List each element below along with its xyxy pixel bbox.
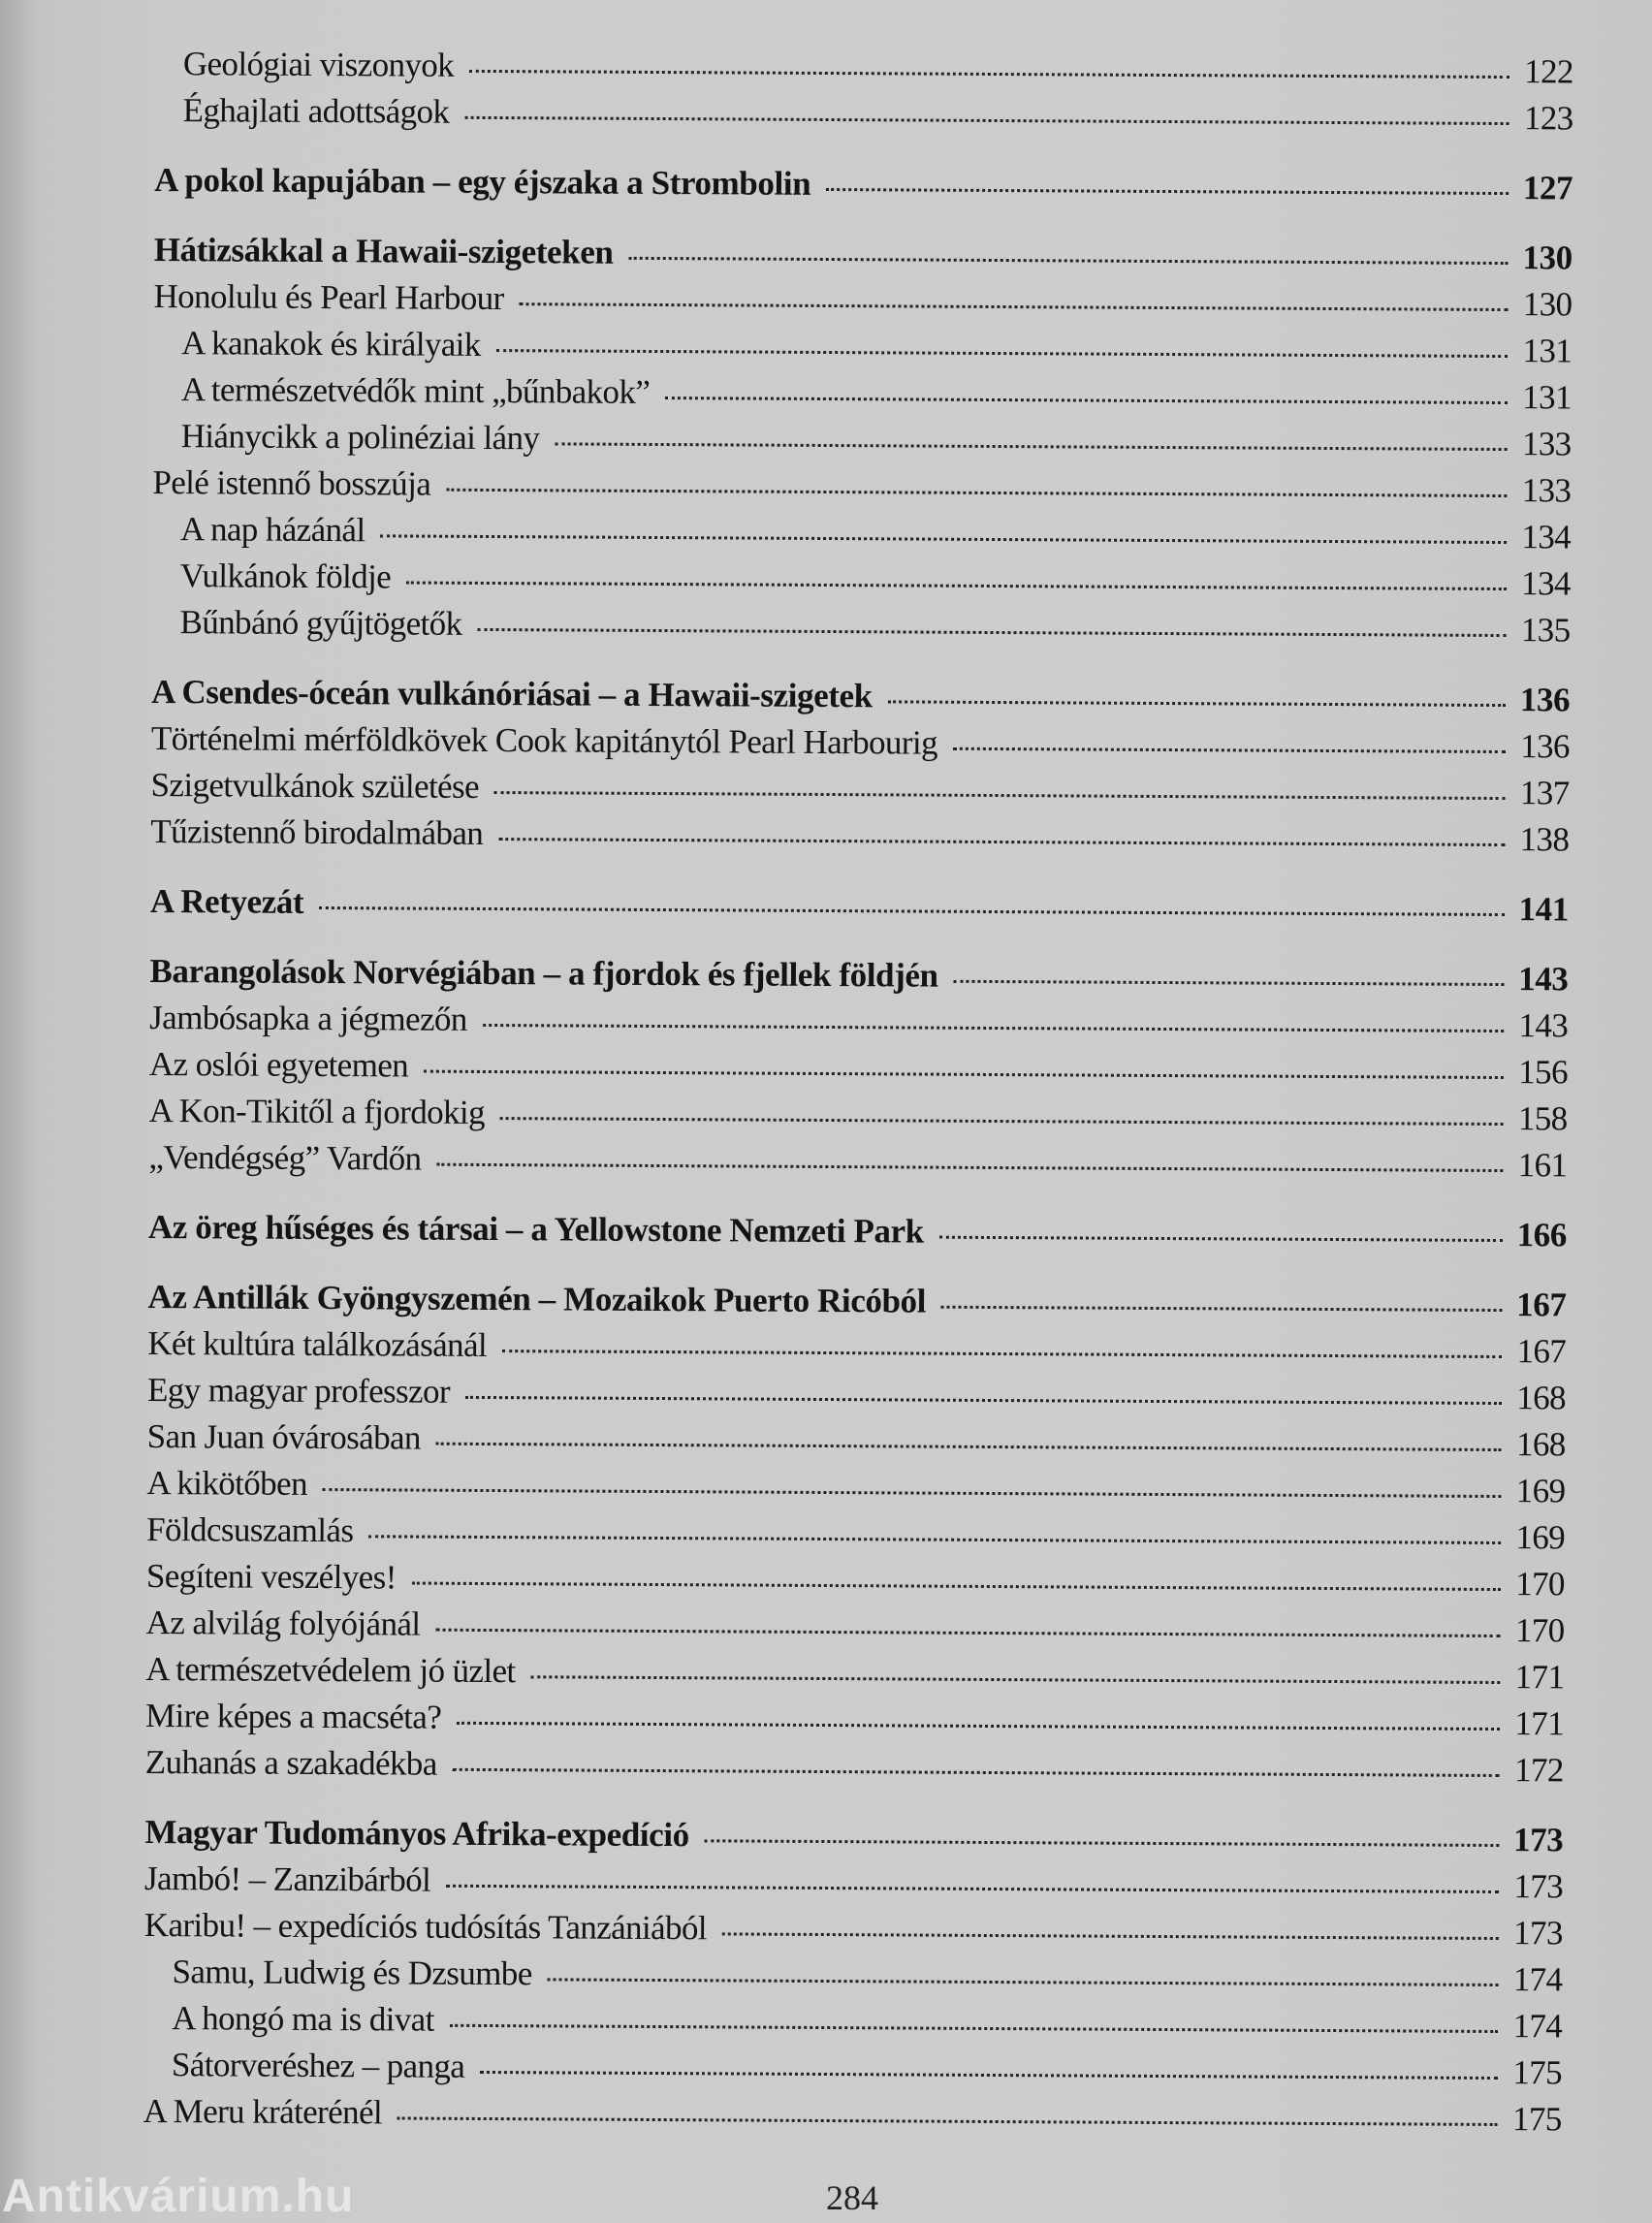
toc-entry-page: 143	[1518, 1006, 1569, 1045]
toc-chapter-heading	[151, 673, 1570, 727]
toc-entry-page: 173	[1513, 1867, 1564, 1906]
dot-leader	[496, 349, 1508, 358]
toc-entry-page: 134	[1521, 564, 1571, 603]
dot-leader	[435, 1629, 1500, 1637]
toc-entry-title: A nap házánál	[180, 510, 365, 550]
toc-entry	[144, 1859, 1563, 1914]
toc-entry	[149, 999, 1568, 1053]
dot-leader	[323, 1488, 1502, 1498]
dot-leader	[939, 1236, 1503, 1242]
watermark: Antikvárium.hu	[2, 2171, 355, 2222]
dot-leader	[498, 838, 1505, 846]
toc-entry-title: San Juan óvárosában	[146, 1416, 421, 1457]
toc-entry-title: Magyar Tudományos Afrika-expedíció	[144, 1812, 689, 1855]
toc-entry	[153, 370, 1572, 425]
dot-leader	[555, 442, 1507, 451]
toc-entry	[145, 1650, 1564, 1704]
dot-leader	[705, 1839, 1500, 1847]
toc-chapter-heading	[147, 1278, 1566, 1332]
toc-entry-page: 123	[1523, 99, 1573, 138]
dot-leader	[941, 1306, 1503, 1312]
toc-entry	[149, 1045, 1568, 1099]
toc-entry	[145, 1743, 1564, 1797]
dot-leader	[457, 1722, 1500, 1731]
toc-entry-title: A Csendes-óceán vulkánóriásai – a Hawaii-szigetek	[151, 672, 873, 715]
toc-entry-title: Az Antillák Gyöngyszemén – Mozaikok Puerto Ricóból	[147, 1277, 927, 1320]
toc-entry	[149, 1092, 1568, 1146]
toc-entry-page: 131	[1522, 332, 1573, 370]
toc-entry-page: 134	[1521, 518, 1572, 556]
toc-entry	[153, 277, 1572, 332]
dot-leader	[319, 906, 1505, 916]
toc-entry-page: 175	[1511, 2100, 1562, 2139]
toc-entry-page: 169	[1515, 1518, 1566, 1557]
dot-leader	[464, 116, 1509, 125]
toc-chapter-heading	[154, 161, 1573, 215]
dot-leader	[722, 1932, 1499, 1940]
toc-chapter-heading	[149, 952, 1568, 1006]
toc-entry-page: 141	[1518, 890, 1569, 929]
toc-entry-title: Egy magyar professzor	[146, 1370, 451, 1411]
toc-entry-page: 167	[1516, 1286, 1567, 1324]
toc-entry-title: A természetvédelem jó üzlet	[145, 1649, 516, 1691]
dot-leader	[502, 1350, 1502, 1358]
dot-leader	[494, 791, 1506, 800]
toc-entry-title: Szigetvulkánok születése	[150, 765, 480, 806]
toc-entry-page: 130	[1522, 238, 1573, 277]
toc-entry	[151, 603, 1570, 657]
toc-entry-title: Honolulu és Pearl Harbour	[153, 276, 504, 318]
toc-entry	[152, 556, 1571, 611]
toc-entry-title: Barangolások Norvégiában – a fjordok és fjellek földjén	[149, 951, 938, 995]
toc-entry-page: 138	[1519, 820, 1570, 859]
toc-entry	[154, 91, 1573, 145]
toc-entry	[150, 766, 1569, 820]
toc-entry-page: 158	[1517, 1099, 1568, 1138]
dot-leader	[412, 1582, 1501, 1591]
dot-leader	[465, 1396, 1502, 1405]
toc-entry-title: A kanakok és királyaik	[181, 324, 481, 364]
dot-leader	[483, 1024, 1504, 1032]
dot-leader	[500, 1117, 1504, 1126]
toc-chapter-heading	[150, 882, 1569, 937]
toc-entry-page: 173	[1512, 1821, 1564, 1859]
dot-leader	[453, 1768, 1500, 1777]
toc-entry	[155, 45, 1573, 99]
toc-entry-page: 174	[1512, 2007, 1563, 2046]
toc-entry-title: Jambó! – Zanzibárból	[143, 1858, 431, 1899]
toc-entry-page: 170	[1514, 1611, 1565, 1650]
toc-entry	[145, 1604, 1564, 1658]
toc-entry	[153, 324, 1572, 378]
toc-entry-page: 133	[1521, 425, 1572, 463]
toc-entry-title: A Retyezát	[149, 881, 304, 921]
toc-entry-page: 136	[1520, 727, 1570, 766]
toc-entry-page: 131	[1522, 378, 1573, 417]
toc-entry-title: A Meru kráterénél	[143, 2091, 383, 2132]
toc-entry-page: 175	[1512, 2053, 1563, 2092]
toc-entry-page: 172	[1513, 1751, 1564, 1790]
toc-entry-title: Éghajlati adottságok	[182, 91, 450, 131]
toc-entry-page: 169	[1515, 1472, 1566, 1510]
toc-entry-page: 171	[1514, 1658, 1565, 1697]
toc-entry-title: A kikötőben	[146, 1463, 308, 1503]
toc-entry-title: Segíteni veszélyes!	[145, 1556, 397, 1597]
toc-entry-title: Jambósapka a jégmezőn	[149, 998, 467, 1038]
toc-entry-title: Földcsuszamlás	[146, 1509, 354, 1550]
toc-entry-title: Bűnbánó gyűjtögetők	[179, 603, 462, 643]
toc-entry-page: 168	[1515, 1425, 1566, 1464]
toc-entry-page: 168	[1516, 1379, 1567, 1417]
toc-entry	[147, 1417, 1566, 1472]
toc-entry-page: 130	[1522, 285, 1573, 324]
dot-leader	[548, 1978, 1499, 1986]
toc-entry	[146, 1510, 1565, 1565]
toc-entry	[143, 2046, 1562, 2100]
dot-leader	[368, 1535, 1501, 1544]
toc-entry-page: 143	[1518, 960, 1569, 999]
dot-leader	[888, 700, 1506, 707]
dot-leader	[520, 302, 1509, 311]
toc-entry-page: 156	[1518, 1053, 1569, 1092]
toc-entry-title: Sátorveréshez – panga	[171, 2046, 465, 2085]
toc-entry-page: 135	[1520, 611, 1571, 650]
toc-entry-title: Hátizsákkal a Hawaii-szigeteken	[153, 230, 614, 271]
toc-entry-title: Karibu! – expedíciós tudósítás Tanzániából	[143, 1905, 708, 1948]
dot-leader	[826, 188, 1509, 195]
toc-entry	[143, 1999, 1562, 2053]
toc-entry-title: Az öreg hűséges és társai – a Yellowstone Nemzeti Park	[147, 1207, 924, 1251]
toc-chapter-heading	[144, 1813, 1563, 1867]
toc-entry-title: Az oslói egyetemen	[148, 1044, 409, 1085]
toc-entry-title: Pelé istennő bosszúja	[152, 462, 431, 503]
toc-chapter-heading	[148, 1208, 1567, 1262]
toc-entry-page: 122	[1524, 52, 1573, 91]
toc-entry	[152, 510, 1571, 564]
dot-leader	[531, 1675, 1501, 1684]
toc-entry-page: 133	[1521, 471, 1572, 510]
toc-entry	[147, 1324, 1566, 1379]
toc-chapter-heading	[154, 231, 1573, 285]
dot-leader	[469, 70, 1509, 79]
toc-entry-page: 136	[1519, 681, 1571, 719]
toc-entry-title: Két kultúra találkozásánál	[147, 1323, 488, 1364]
dot-leader	[436, 1163, 1503, 1172]
toc-entry	[143, 1953, 1562, 2007]
toc-entry-title: A pokol kapujában – egy éjszaka a Strombolin	[154, 160, 811, 203]
toc-entry	[152, 463, 1571, 518]
toc-entry-title: Tűzistennő birodalmában	[150, 811, 484, 852]
dot-leader	[480, 2071, 1498, 2080]
table-of-contents	[143, 45, 1573, 2146]
toc-entry-page: 161	[1517, 1146, 1568, 1185]
toc-entry	[153, 417, 1572, 471]
toc-entry	[148, 1138, 1567, 1192]
toc-entry	[145, 1697, 1564, 1751]
page-number: 284	[826, 2178, 878, 2217]
toc-entry	[150, 812, 1569, 867]
dot-leader	[953, 747, 1506, 753]
toc-entry-title: Történelmi mérföldkövek Cook kapitánytól Pearl Harbourig	[150, 718, 938, 762]
toc-entry-title: Vulkánok földje	[179, 556, 392, 596]
toc-entry-title: „Vendégség” Vardőn	[148, 1137, 422, 1178]
toc-entry-title: A hongó ma is divat	[172, 1999, 434, 2039]
toc-entry	[144, 1906, 1563, 1960]
dot-leader	[436, 1443, 1502, 1451]
dot-leader	[954, 980, 1505, 986]
toc-entry-title: Zuhanás a szakadékba	[144, 1742, 437, 1783]
toc-entry-page: 173	[1512, 1914, 1563, 1953]
toc-entry-page: 166	[1516, 1216, 1568, 1254]
dot-leader	[406, 582, 1507, 591]
dot-leader	[628, 257, 1508, 265]
dot-leader	[397, 2116, 1498, 2126]
toc-entry-title: Samu, Ludwig és Dzsumbe	[172, 1953, 532, 1993]
toc-entry	[151, 719, 1570, 774]
toc-entry-page: 167	[1516, 1332, 1567, 1371]
toc-entry	[146, 1557, 1565, 1611]
toc-entry	[147, 1371, 1566, 1425]
toc-entry-page: 137	[1519, 774, 1570, 812]
toc-entry	[146, 1464, 1565, 1518]
toc-entry-title: Mire képes a macséta?	[144, 1696, 442, 1736]
dot-leader	[381, 534, 1508, 544]
dot-leader	[477, 628, 1506, 637]
dot-leader	[446, 1885, 1499, 1893]
dot-leader	[450, 2024, 1498, 2033]
toc-entry-page: 171	[1514, 1704, 1565, 1743]
toc-entry-page: 174	[1512, 1960, 1563, 1999]
dot-leader	[665, 397, 1508, 404]
toc-entry-title: Geológiai viszonyok	[182, 45, 455, 84]
toc-entry-title: Hiánycikk a polinéziai lány	[180, 417, 540, 458]
dot-leader	[424, 1070, 1504, 1079]
toc-entry-page: 127	[1522, 169, 1573, 207]
toc-entry-title: A Kon-Tikitől a fjordokig	[148, 1091, 486, 1131]
toc-entry	[143, 2092, 1562, 2146]
toc-entry-title: A természetvédők mint „bűnbakok”	[180, 370, 651, 411]
toc-entry-title: Az alvilág folyójánál	[145, 1603, 421, 1643]
toc-entry-page: 170	[1515, 1565, 1565, 1604]
dot-leader	[446, 489, 1507, 497]
